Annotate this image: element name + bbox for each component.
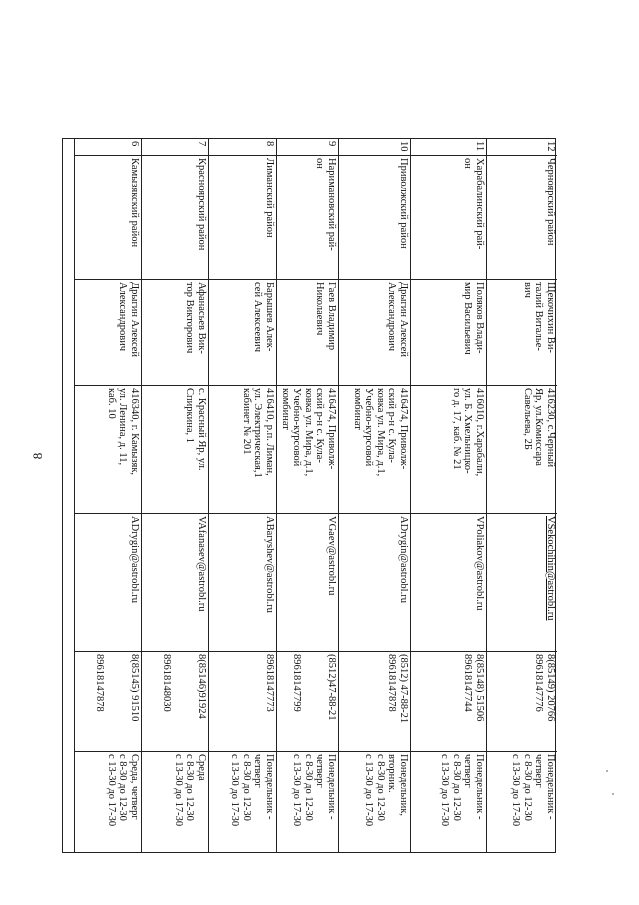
district-name: Приволжский район	[398, 158, 409, 249]
phone-numbers-cell	[209, 651, 276, 751]
phone-numbers-cell	[75, 651, 141, 751]
reception-schedule-cell	[487, 751, 557, 854]
phone-numbers: 8(85145) 91510 89618147878	[94, 654, 140, 722]
phone-numbers: 8(85146)91924 89618148030	[161, 654, 207, 719]
email-address[interactable]: ADrygin@astrobl.ru	[398, 516, 409, 603]
district-name: Камызякский район	[129, 158, 140, 248]
row-number: 8	[264, 141, 275, 147]
email-address-cell	[142, 513, 208, 651]
table-row	[277, 139, 339, 852]
office-address: с. Красный Яр, ул. Спиркина, 1	[184, 388, 207, 471]
office-address-cell	[487, 385, 557, 513]
official-name-cell	[487, 279, 557, 385]
district-name: Харабалинский рай- он	[462, 158, 485, 250]
office-address: 416410, р.п. Лиман, ул. Электрическая,1 кабинет № 201	[241, 388, 275, 478]
phone-numbers: 8(85148) 51506 89618147744	[462, 654, 485, 722]
office-address-cell	[142, 385, 208, 513]
email-address[interactable]: VGaev@astrobl.ru	[326, 516, 337, 596]
phone-numbers-cell	[277, 651, 338, 751]
row-number-cell	[411, 139, 486, 155]
phone-numbers: (8512)47-88-21 89618147799	[291, 654, 337, 721]
office-address: 416010, г.Харабали, ул. Б. Хмельницко- го д. 17, каб. № 21	[451, 388, 485, 477]
district-name-cell	[339, 155, 410, 279]
email-address-cell	[277, 513, 338, 651]
district-name-cell	[142, 155, 208, 279]
table-row	[339, 139, 411, 852]
official-name: Поляков Влади- мир Васильевич	[462, 282, 485, 355]
district-name-cell	[75, 155, 141, 279]
official-name-cell	[142, 279, 208, 385]
phone-numbers: (8512) 47-88-21 89618147878	[386, 654, 409, 724]
phone-numbers-cell	[142, 651, 208, 751]
district-name-cell	[277, 155, 338, 279]
official-name-cell	[75, 279, 141, 385]
scan-speck	[612, 793, 614, 795]
email-address-cell	[75, 513, 141, 651]
district-name-cell	[487, 155, 557, 279]
email-address[interactable]: ADrygin@astrobl.ru	[129, 516, 140, 603]
email-address[interactable]: VAfanasev@astrobl.ru	[196, 516, 207, 612]
reception-schedule-cell	[277, 751, 338, 854]
table-row	[411, 139, 487, 852]
row-number-cell	[75, 139, 141, 155]
email-address[interactable]: VPoliakov@astrobl.ru	[474, 516, 485, 611]
official-name: Щекочихин Ви- талий Виталье- вич	[522, 282, 556, 353]
page-number: 8	[30, 452, 45, 460]
reception-schedule-cell	[209, 751, 276, 854]
office-address-cell	[75, 385, 141, 513]
row-number: 12	[545, 141, 556, 152]
official-name: Дрыгин Алексей Александрович	[386, 282, 409, 358]
scan-speck	[606, 770, 608, 772]
district-name: Наримановский рай- он	[314, 158, 337, 251]
official-name: Дрыгин Алексей Александрович	[117, 282, 140, 358]
district-contacts-table	[62, 138, 556, 853]
reception-schedule: Понедельник - четверг с 8-30 до 12-30 с 13-30 до 17-30	[439, 754, 485, 827]
table-header-strip	[63, 139, 75, 852]
official-name: Барышев Алек- сей Алексеевич	[252, 282, 275, 352]
table-row	[142, 139, 209, 852]
office-address: 416474, Приволж- ский р-н с. Кула- ковка ул. Мира, д.1, Учебно-курсовой комбинат	[280, 388, 337, 477]
official-name: Афанасьев Вик- тор Викторович	[184, 282, 207, 354]
row-number: 9	[326, 141, 337, 147]
office-address: 416340, г. Камызяк, ул. Ленина, д. 11, каб. 10	[106, 388, 140, 476]
row-number-cell	[209, 139, 276, 155]
row-number: 10	[398, 141, 409, 152]
office-address-cell	[209, 385, 276, 513]
table-row	[75, 139, 142, 852]
district-name-cell	[209, 155, 276, 279]
row-number-cell	[339, 139, 410, 155]
district-name-cell	[411, 155, 486, 279]
phone-numbers: 89618147773	[264, 654, 275, 712]
row-number: 11	[474, 141, 485, 152]
table-row	[209, 139, 277, 852]
reception-schedule: Среда, четверг с 8-30 до 12-30 с 13-30 до 17-30	[106, 754, 140, 827]
district-name: Черноярский район	[545, 158, 556, 246]
table-row	[487, 139, 557, 852]
email-address[interactable]: VSekochihin@astrobl.ru	[545, 516, 556, 621]
email-address-cell	[339, 513, 410, 651]
reception-schedule: Среда с 8-30 до 12-30 с 13-30 до 17-30	[173, 754, 207, 827]
reception-schedule: Понедельник - четверг с 8-30 до 12-30 с 13-30 до 17-30	[229, 754, 275, 827]
office-address: 416230, с.Черный Яр, ул.Комиссара Савельева, 2Б	[522, 388, 556, 468]
email-address[interactable]: ABaryshev@astrobl.ru	[264, 516, 275, 613]
official-name-cell	[277, 279, 338, 385]
reception-schedule-cell	[411, 751, 486, 854]
row-number-cell	[487, 139, 557, 155]
reception-schedule: Понедельник, вторник. с 8-30 до 12-30 с 13-30 до 17-30	[363, 754, 409, 827]
district-name: Лиманский район	[264, 158, 275, 238]
row-number-cell	[277, 139, 338, 155]
row-number: 7	[196, 141, 207, 147]
official-name-cell	[339, 279, 410, 385]
district-name: Красноярский район	[196, 158, 207, 251]
row-number-cell	[142, 139, 208, 155]
official-name-cell	[411, 279, 486, 385]
reception-schedule-cell	[339, 751, 410, 854]
office-address-cell	[277, 385, 338, 513]
row-number: 6	[129, 141, 140, 147]
office-address-cell	[339, 385, 410, 513]
phone-numbers-cell	[487, 651, 557, 751]
email-address-cell	[209, 513, 276, 651]
reception-schedule: Понедельник - четверг с 8-30 до 12-30 с 13-30 до 17-30	[510, 754, 556, 827]
email-address-cell	[487, 513, 557, 651]
official-name-cell	[209, 279, 276, 385]
reception-schedule-cell	[75, 751, 141, 854]
phone-numbers: 8(85149) 20766 89618147776	[533, 654, 556, 722]
office-address: 416474, Приволж- ский р-н с. Кула- ковка ул. Мира, д.1, Учебно-курсовой комбинат	[352, 388, 409, 477]
phone-numbers-cell	[339, 651, 410, 751]
office-address-cell	[411, 385, 486, 513]
reception-schedule-cell	[142, 751, 208, 854]
phone-numbers-cell	[411, 651, 486, 751]
reception-schedule: Понедельник - четверг с 8-30 до 12-30 с 13-30 до 17-30	[291, 754, 337, 827]
official-name: Гаев Владимир Николаевич	[314, 282, 337, 351]
email-address-cell	[411, 513, 486, 651]
